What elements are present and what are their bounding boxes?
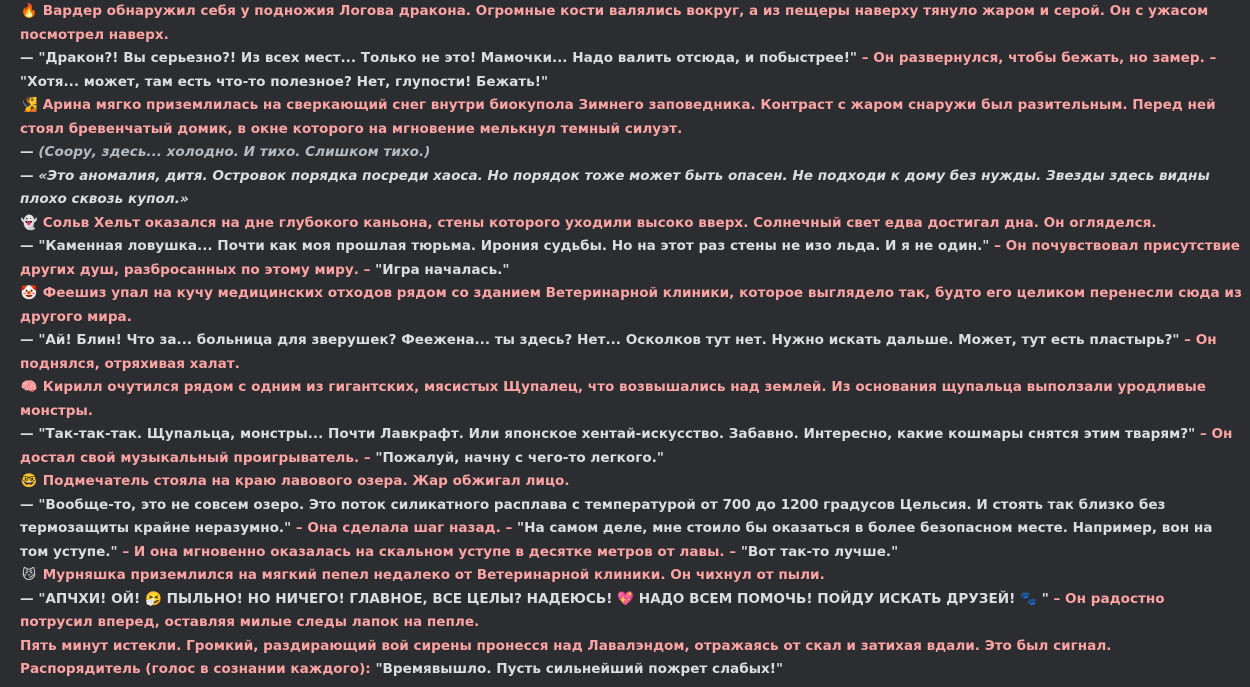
character-name: Феешиз <box>42 285 107 301</box>
message-dialogue <box>20 47 1242 94</box>
narration-text: Пять минут истекли. Громкий, раздирающий вой сирены пронесся над Лавалэндом, отражаясь от скал и затихая вдали. Это был сигнал. <box>20 637 1112 654</box>
character-name: Кирилл <box>42 379 103 395</box>
speech-text: "На самом деле, мне стоило бы оказаться в более безопасном месте. Например, вон на том уступе." <box>20 520 1213 560</box>
dialogue-dash: — <box>20 167 39 184</box>
narration-text: очутился рядом с одним из гигантских, мясистых Щупалец, что возвышались над землей. Из основания щупальца выползали уродливые монстры. <box>20 379 1206 419</box>
nerd-face-icon: 🤓 <box>20 473 38 489</box>
thought-text: (Сооpу, здесь... холодно. И тихо. Слишком тихо.) <box>38 144 431 160</box>
narration-text: – Он почувствовал присутствие других душ, разбросанных по этому миру. – <box>20 238 1240 278</box>
message-narration <box>20 635 1242 659</box>
narration-text: – Он развернулся, чтобы бежать, но замер. – <box>856 50 1217 66</box>
speech-text: "Ай! Блин! Что за... больница для зверушек? Феежена... ты здесь? Нет... Осколков тут нет. Нужно искать дальше. Может, тут есть пластырь?" <box>38 332 1180 348</box>
speech-text: "Времявышло. Пусть сильнейший пожрет слабых!" <box>375 661 784 677</box>
fire-icon: 🔥 <box>20 3 38 19</box>
narration-text: – Он достал свой музыкальный проигрыватель. – <box>20 426 1233 466</box>
deaf-person-icon: 🧏 <box>20 97 38 113</box>
message-dialogue <box>20 235 1242 282</box>
speech-text: "Пожалуй, начну с чего-то легкого." <box>375 449 664 466</box>
message-narration <box>20 212 1242 236</box>
message-narration <box>20 376 1242 423</box>
dialogue-dash: — <box>20 426 39 442</box>
message-dialogue <box>20 494 1242 565</box>
character-name: Подмечатель <box>42 473 149 489</box>
cat-face-icon: 😼 <box>21 567 37 583</box>
dialogue-dash: — <box>20 238 39 254</box>
speech-text: "Дракон?! Вы серьезно?! Из всех мест... Только не это! Мамочки... Надо валить отсюда, и побыстрее!" <box>38 50 857 66</box>
narration-text: – Она сделала шаг назад. – <box>291 520 518 536</box>
message-dialogue <box>20 588 1242 635</box>
dialogue-dash: — <box>20 50 39 66</box>
message-narration <box>20 282 1242 329</box>
message-dialogue <box>20 329 1242 376</box>
dialogue-dash: — <box>20 332 39 348</box>
ghost-icon: 👻 <box>20 214 38 231</box>
dialogue-dash: — <box>20 496 39 513</box>
dialogue-dash: — <box>20 590 39 607</box>
message-thought <box>20 165 1242 212</box>
thought-text: «Это аномалия, дитя. Островок порядка посреди хаоса. Но порядок тоже может быть опасен. Не подходи к дому без нужды. Звезды здесь видны плохо сквозь купол.» <box>20 167 1210 207</box>
clown-icon: 🤡 <box>20 285 38 301</box>
character-name: Арина <box>42 97 92 113</box>
narration-text: – Он радостно потрусил вперед, оставляя милые следы лапок на пепле. <box>20 590 1165 630</box>
narration-text: – Он поднялся, отряхивая халат. <box>20 332 1217 372</box>
dialogue-dash: — <box>20 144 39 160</box>
speech-text: "Так-так-так. Щупальца, монстры... Почти Лавкрафт. Или японское хентай-искусство. Забавно. Интересно, какие кошмары снятся этим тварям?" <box>38 426 1196 442</box>
speech-text: "Вот так-то лучше." <box>740 543 899 560</box>
speech-text: "Хотя... может, там есть что-то полезное? Нет, глупости! Бежать!" <box>20 73 549 90</box>
message-announcement <box>20 658 1242 682</box>
character-name: Сольв Хельт <box>42 214 141 231</box>
message-narration <box>20 0 1242 47</box>
character-name: Распорядитель <box>20 661 141 677</box>
message-narration <box>20 470 1242 494</box>
speech-text: "Каменная ловушка... Почти как моя прошлая тюрьма. Ирония судьбы. Но на этот раз стены не изо льда. И я не один." <box>38 238 990 254</box>
speech-text: "Вообще-то, это не совсем озеро. Это поток силикатного расплава с температурой от 700 до 1200 градусов Цельсия. И стоять так близко без термозащиты крайне неразумно." <box>20 496 1166 536</box>
narration-text: (голос в сознании каждого): <box>140 661 376 677</box>
message-thought <box>20 141 1242 165</box>
speech-text: "Игра началась." <box>375 261 510 278</box>
character-name: Мурняшка <box>42 567 126 583</box>
narration-text: стояла на краю лавового озера. Жар обжигал лицо. <box>148 473 570 489</box>
character-name: Вардер <box>42 3 102 19</box>
narration-text: – И она мгновенно оказалась на скальном уступе в десятке метров от лавы. – <box>117 543 741 560</box>
narration-text: мягко приземлилась на сверкающий снег внутри биокупола Зимнего заповедника. Контраст с жаром снаружи был разительным. Перед ней стоял бревенчатый домик, в окне которого на мгновение мелькнул темный силуэт. <box>20 97 1216 137</box>
message-narration <box>20 94 1242 141</box>
narration-text: обнаружил себя у подножия Логова дракона. Огромные кости валялись вокруг, а из пещеры наверху тянуло жаром и серой. Он с ужасом посмотрел наверх. <box>20 3 1209 43</box>
chat-log <box>20 0 1242 682</box>
message-dialogue <box>20 423 1242 470</box>
brain-icon: 🧠 <box>20 379 38 395</box>
narration-text: оказался на дне глубокого каньона, стены которого уходили высоко вверх. Солнечный свет едва достигал дна. Он огляделся. <box>140 214 1157 231</box>
speech-text: "АПЧХИ! ОЙ! 🤧 ПЫЛЬНО! НО НИЧЕГО! ГЛАВНОЕ, ВСЕ ЦЕЛЫ? НАДЕЮСЬ! 💖 НАДО ВСЕМ ПОМОЧЬ! ПОЙДУ ИСКАТЬ ДРУЗЕЙ! 🐾 " <box>38 590 1049 607</box>
narration-text: упал на кучу медицинских отходов рядом со зданием Ветеринарной клиники, которое выглядело так, будто его целиком перенесли сюда из другого мира. <box>20 285 1242 325</box>
message-narration <box>20 564 1242 588</box>
narration-text: приземлился на мягкий пепел недалеко от Ветеринарной клиники. Он чихнул от пыли. <box>125 567 825 583</box>
